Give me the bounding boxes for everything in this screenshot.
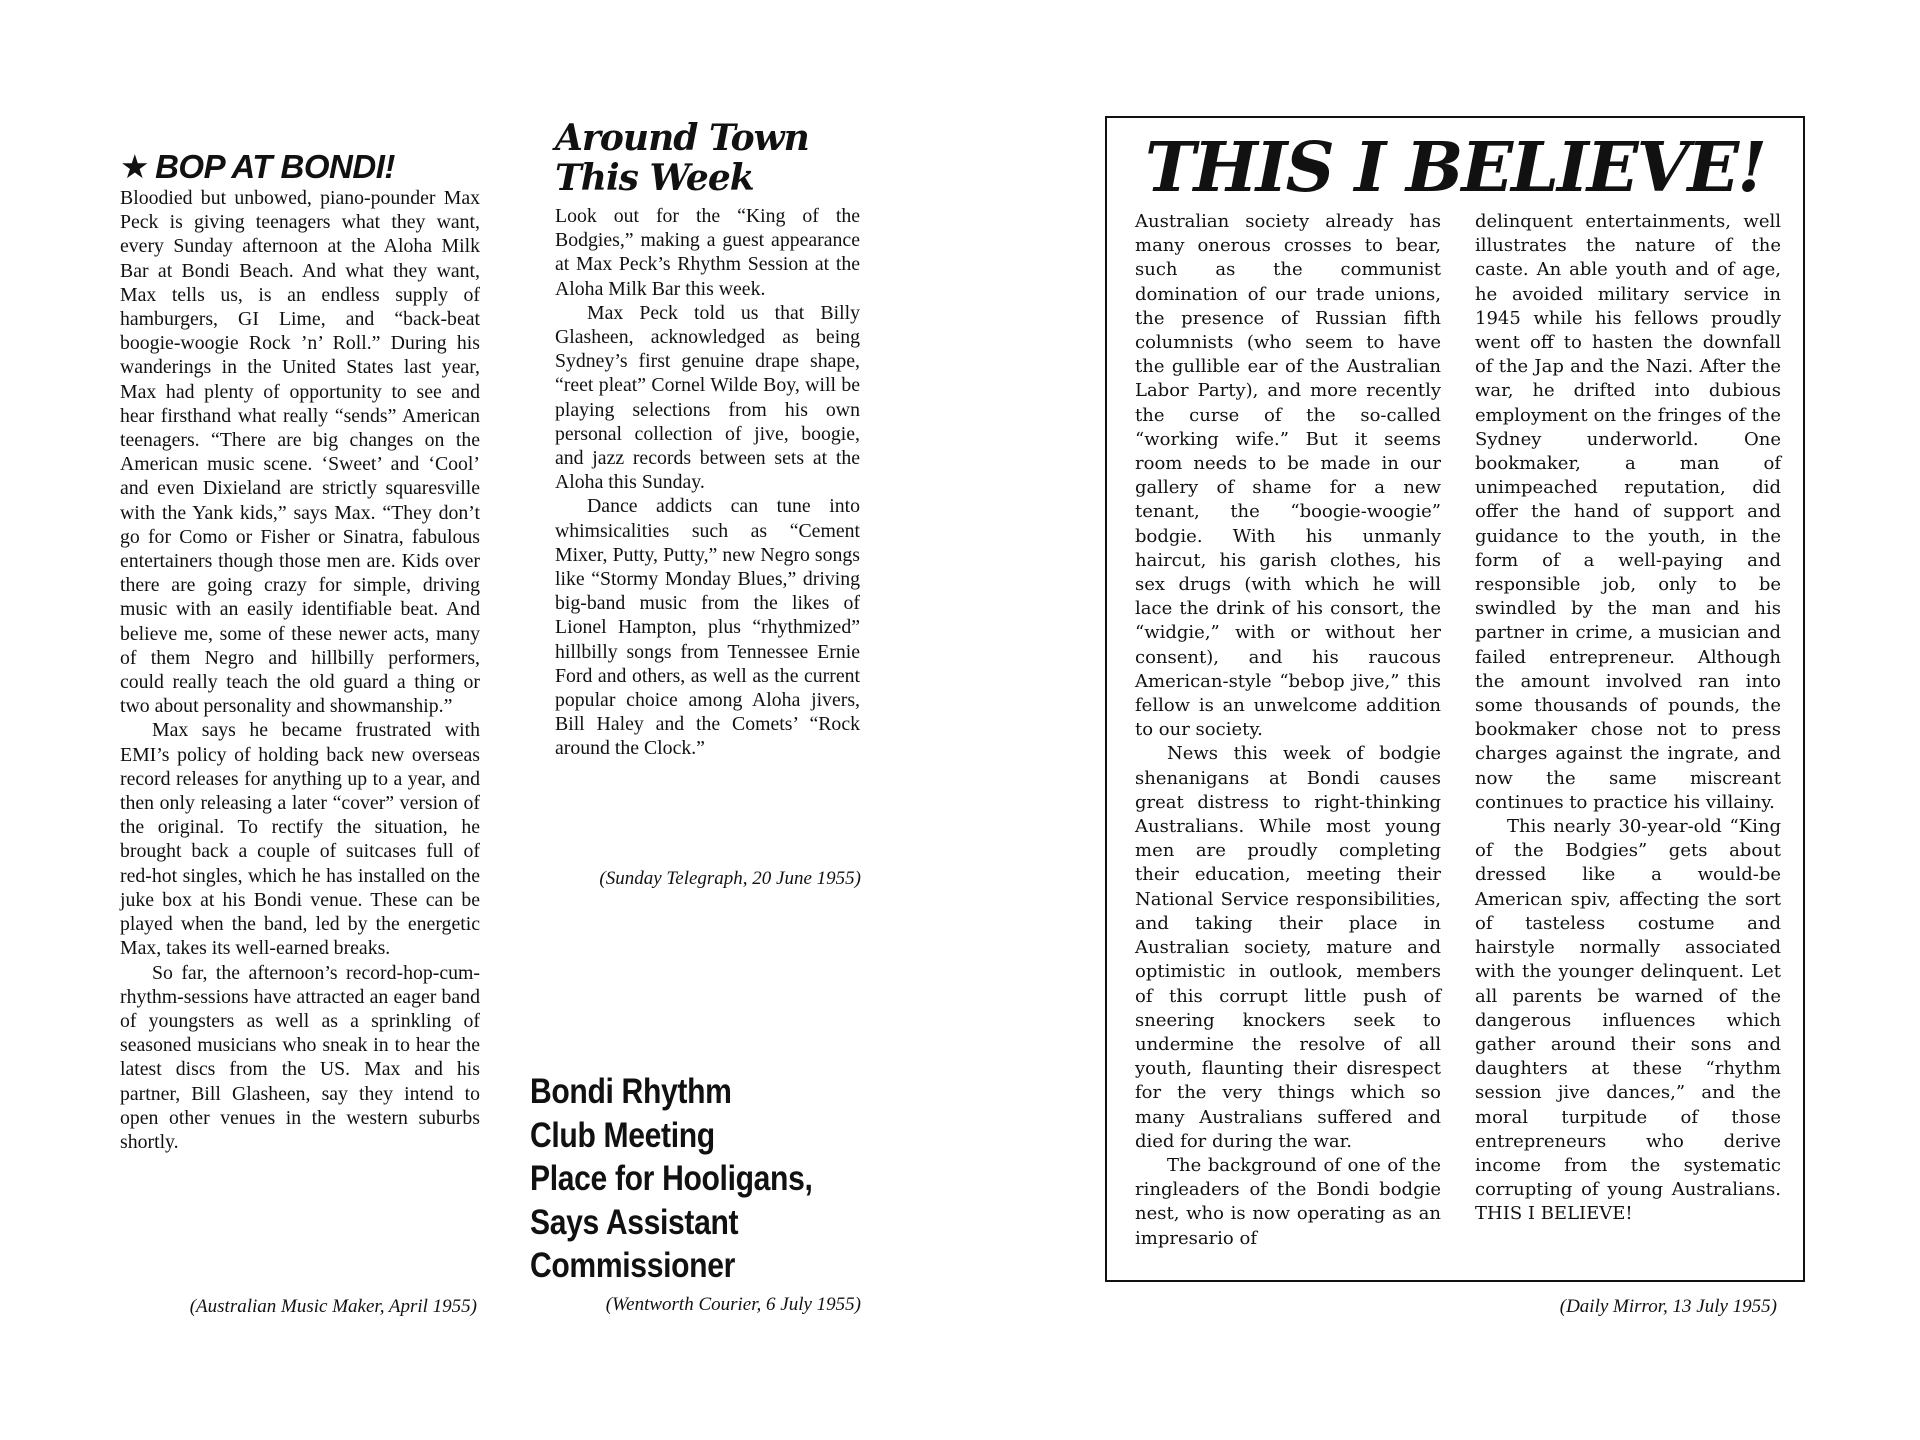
bop-headline [120, 150, 480, 184]
town-paragraph-3: Dance addicts can tune into whimsicalities such as “Cement Mixer, Putty, Putty,” new Negro songs like “Stormy Monday Blues,” driving big-band music from the likes of Lionel Hampton, plus “rhythmized” hillbilly songs from Tennessee Ernie Ford and others, as well as the current popular choice among Aloha jivers, Bill Haley and the Comets’ “Rock around the Clock.” [555, 495, 860, 760]
article-bop-at-bondi [120, 150, 480, 1154]
club-headline-line-4: Says Assistant [530, 1202, 739, 1242]
bop-paragraph-2: Max says he became frustrated with EMI’s policy of holding back new overseas record releases for anything up to a year, and then only releasing a later “cover” version of the original. To rectify the situation, he brought back a couple of suitcases full of red-hot singles, which he has installed on the juke box at his Bondi venue. These can be played when the band, led by the energetic Max, takes its well-earned breaks. [120, 719, 480, 960]
believe-column-2 [1475, 210, 1781, 1251]
club-headline-line-5: Commissioner [530, 1246, 735, 1285]
bop-paragraph-1: Bloodied but unbowed, piano-pounder Max Peck is giving teenagers what they want, every Sunday afternoon at the Aloha Milk Bar at Bondi Beach. And what they want, Max tells us, is an endless supply of hamburgers, GI Lime, and “back-beat boogie-woogie Rock ’n’ Roll.” During his wanderings in the United States last year, Max had plenty of opportunity to see and hear firsthand what really “sends” American teenagers. “There are big changes on the American music scene. ‘Sweet’ and ‘Cool’ and even Dixieland are strictly squaresville with the Yank kids,” says Max. “They don’t go for Como or Fisher or Sinatra, fabulous entertainers though those men are. Kids over there are going crazy for simple, driving music with an easily identifiable beat. And believe me, some of these newer acts, many of them Negro and hillbilly performers, could really teach the old guard a thing or two about personality and showmanship.” [120, 187, 480, 718]
club-headline-line-3: Place for Hooligans, [530, 1159, 813, 1198]
star-icon: ★ [120, 148, 150, 185]
believe-headline: THIS I BELIEVE! [1144, 128, 1766, 208]
bop-headline-text: BOP AT BONDI! [155, 148, 395, 185]
club-headline-line-1: Bondi Rhythm [530, 1072, 732, 1111]
around-town-headline [555, 118, 860, 198]
club-headline [530, 1070, 840, 1288]
believe-source: (Daily Mirror, 13 July 1955) [1559, 1296, 1777, 1317]
bop-paragraph-3: So far, the afternoon’s record-hop-cum-rhythm-sessions have attracted an eager band of youngsters as well as a sprinkling of seasoned musicians who sneak in to hear the latest discs from the US. Max and his partner, Bill Glasheen, say they intend to open other venues in the western suburbs shortly. [120, 961, 480, 1153]
around-town-headline-line-1: Around Town [555, 117, 809, 159]
believe-c1-paragraph-2: News this week of bodgie shenanigans at Bondi causes great distress to right-thinking Australians. While most young men are proudly completing their education, meeting their National Service responsibilities, and taking their place in Australian society, mature and optimistic in outlook, members of this corrupt little push of sneering knockers seek to undermine the resolve of all youth, flaunting their disrespect for the very things which so many Australians suffered and died for during the war. [1135, 743, 1441, 1152]
town-paragraph-1: Look out for the “King of the Bodgies,” making a guest appearance at Max Peck’s Rhythm Session at the Aloha Milk Bar this week. [555, 205, 860, 300]
bop-source: (Australian Music Maker, April 1955) [189, 1296, 477, 1317]
believe-column-1 [1135, 210, 1441, 1251]
believe-c1-paragraph-1: Australian society already has many onerous crosses to bear, such as the communist domination of our trade unions, the presence of Russian fifth columnists (who seem to have the gullible ear of the Australian Labor Party), and more recently the curse of the so-called “working wife.” But it seems room needs to be made in our gallery of shame for a new tenant, the “boogie-woogie” bodgie. With his unmanly haircut, his garish clothes, his sex drugs (with which he will lace the drink of his consort, the “widgie,” with or without her consent), and his raucous American-style “bebop jive,” this fellow is an unwelcome addition to our society. [1135, 211, 1441, 741]
around-town-headline-line-2: This Week [555, 157, 754, 199]
believe-c1-paragraph-3: The background of one of the ringleaders of the Bondi bodgie nest, who is now operating as an impresario of [1135, 1154, 1441, 1249]
article-around-town [555, 118, 860, 761]
club-source: (Wentworth Courier, 6 July 1955) [605, 1294, 861, 1315]
believe-c2-paragraph-1: delinquent entertainments, well illustrates the nature of the caste. An able youth and of age, he avoided military service in 1945 while his fellows proudly went off to hasten the downfall of the Jap and the Nazi. After the war, he drifted into dubious employment on the fringes of the Sydney underworld. One bookmaker, a man of unimpeached reputation, did offer the hand of support and guidance to the youth, in the form of a well-paying and responsible job, only to be swindled by the man and his partner in crime, a musician and failed entrepreneur. Although the amount involved ran into some thousands of pounds, the bookmaker chose not to press charges against the ingrate, and now the same miscreant continues to practice his villainy. [1475, 211, 1781, 813]
believe-columns [1135, 210, 1781, 1251]
article-this-i-believe [1105, 116, 1805, 1282]
town-paragraph-2: Max Peck told us that Billy Glasheen, acknowledged as being Sydney’s first genuine drape shape, “reet pleat” Cornel Wilde Boy, will be playing selections from his own personal collection of jive, boogie, and jazz records between sets at the Aloha this Sunday. [555, 301, 860, 494]
town-source: (Sunday Telegraph, 20 June 1955) [599, 868, 861, 889]
believe-c2-paragraph-2: This nearly 30-year-old “King of the Bodgies” gets about dressed like a would-be American spiv, affecting the sort of tasteless costume and hairstyle normally associated with the younger delinquent. Let all parents be warned of the dangerous influences which gather around their sons and daughters at these “rhythm session jive dances,” and the moral turpitude of those entrepreneurs who derive income from the systematic corrupting of young Australians. THIS I BELIEVE! [1475, 816, 1781, 1225]
club-headline-line-2: Club Meeting [530, 1115, 715, 1155]
